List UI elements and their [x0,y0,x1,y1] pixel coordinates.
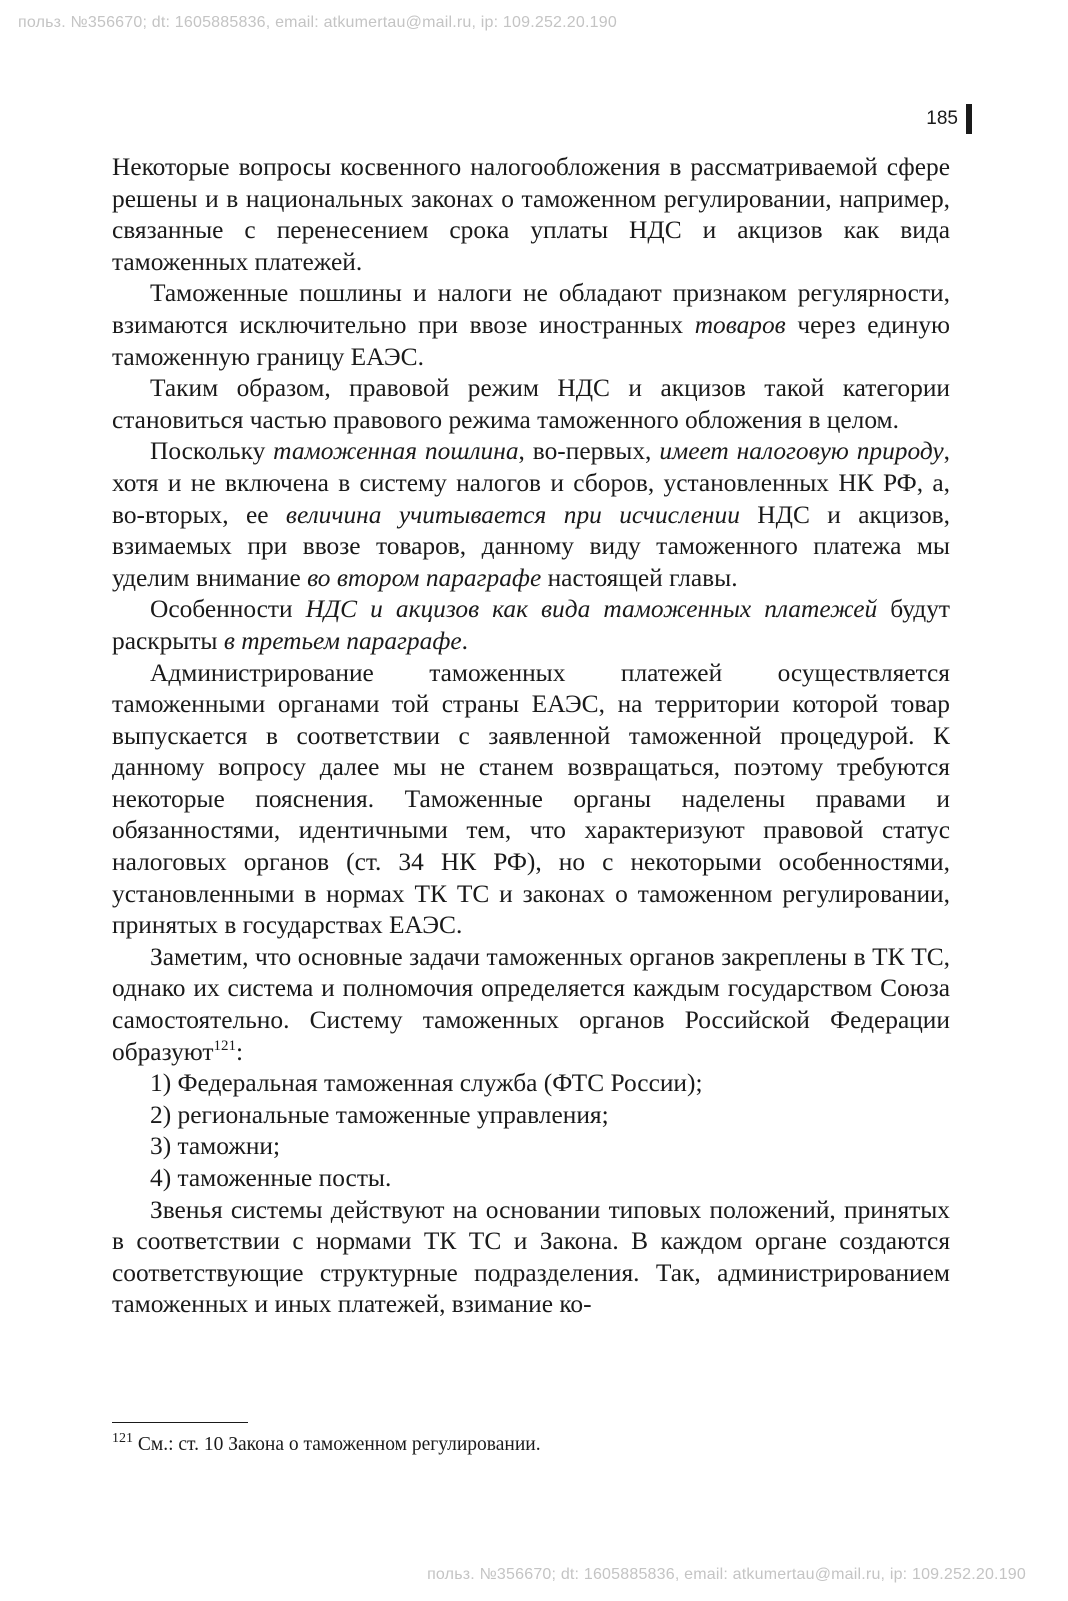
page-marker-bar [966,104,972,134]
footnote [112,1432,541,1458]
footnote-text: См.: ст. 10 Закона о таможенном регулировании. [133,1434,541,1455]
paragraph-4: Поскольку таможенная пошлина, во-первых, имеет налоговую природу, хотя и не включена в систему налогов и сборов, установленных НК РФ, а, во-вторых, ее величина учитывается при исчислении НДС и акцизов, взимаемых при ввозе товаров, данному виду таможенного платежа мы уделим внимание во втором параграфе настоящей главы. [112,437,950,592]
paragraph-1: Некоторые вопросы косвенного налогообложения в рассматриваемой сфере решены и в национальных законах о таможенном регулировании, например, связанные с перенесением срока уплаты НДС и акцизов как вида таможенных платежей. [112,153,950,276]
page-number: 185 [926,108,958,129]
page-header [926,104,972,134]
list-item-3: 3) таможни; [150,1132,281,1161]
paragraph-7: Заметим, что основные задачи таможенных органов закреплены в ТК ТС, однако их система и полномочия определяется каждым государством Союза самостоятельно. Систему таможенных органов Российской Федерации образуют$^{121}$: [112,942,950,1066]
footnote-reference[interactable]: 121 [213,1037,237,1054]
emphasis: товаров [694,310,786,339]
watermark-top: польз. №356670; dt: 1605885836, email: atkumertau@mail.ru, ip: 109.252.20.190 [18,14,617,31]
paragraph-2: Таможенные пошлины и налоги не обладают признаком регулярности, взимаются исключительно при ввозе иностранных товаров через единую таможенную границу ЕАЭС. [112,279,950,371]
emphasis: НДС и акцизов как вида таможенных платежей [305,595,878,624]
list-item-4: 4) таможенные посты. [150,1164,392,1192]
emphasis: таможенная пошлина [273,437,519,466]
list-item-1: 1) Федеральная таможенная служба (ФТС России); [150,1069,703,1098]
body-text [112,152,950,1321]
paragraph-5: Особенности НДС и акцизов как вида таможенных платежей будут раскрыты в третьем параграфе. [112,595,951,655]
footnote-divider [112,1422,248,1423]
paragraph-3: Таким образом, правовой режим НДС и акцизов такой категории становиться частью правового режима таможенного обложения в целом. [112,374,950,434]
emphasis: имеет налоговую природу [659,437,944,466]
list-item-2: 2) региональные таможенные управления; [150,1100,609,1129]
emphasis: в третьем параграфе [223,626,462,655]
footnote-number: 121 [112,1431,133,1446]
paragraph-8: Звенья системы действуют на основании типовых положений, принятых в соответствии с нормами ТК ТС и Закона. В каждом органе создаются соответствующие структурные подразделения. Так, администрированием таможенных и иных платежей, взимание ко- [112,1195,950,1319]
watermark-bottom: польз. №356670; dt: 1605885836, email: atkumertau@mail.ru, ip: 109.252.20.190 [427,1566,1026,1583]
emphasis: величина учитывается при исчислении [285,500,740,529]
paragraph-6: Администрирование таможенных платежей осуществляется таможенными органами той страны ЕАЭС, на территории которой товар выпускается в соответствии с заявленной таможенной процедурой. К данному вопросу далее мы не станем возвращаться, поэтому требуются некоторые пояснения. Таможенные органы наделены правами и обязанностями, идентичными тем, что характеризуют правовой статус налоговых органов (ст. 34 НК РФ), но с некоторыми особенностями, установленными в нормах ТК ТС и законах о таможенном регулировании, принятых в государствах ЕАЭС. [112,658,950,940]
emphasis: во втором параграфе [307,563,542,592]
